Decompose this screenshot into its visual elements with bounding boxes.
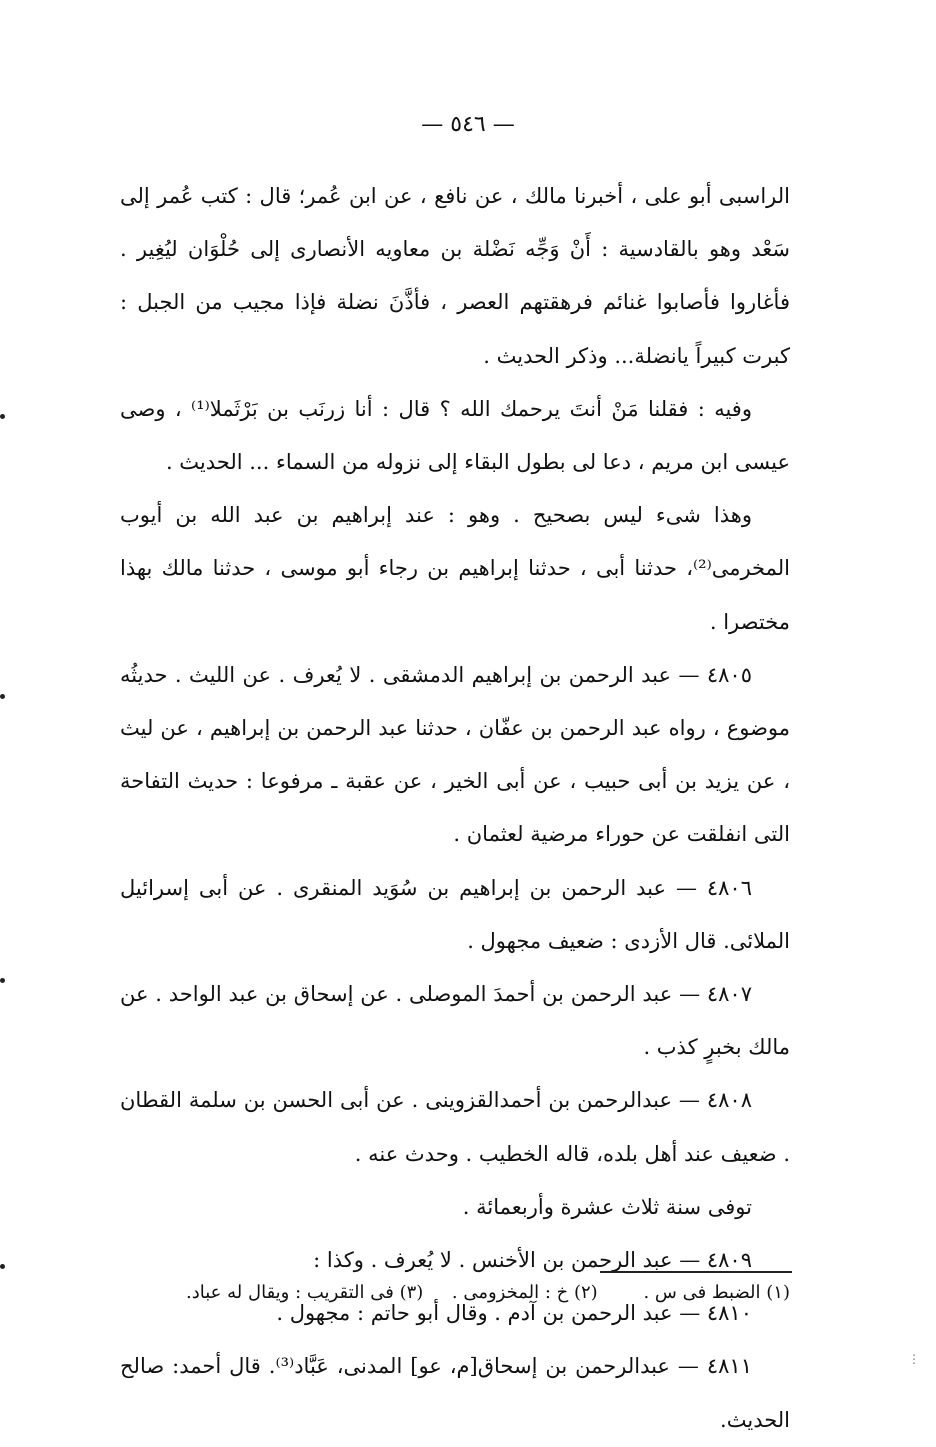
margin-dot-icon <box>0 694 5 699</box>
death-note: توفى سنة ثلاث عشرة وأربعمائة . <box>462 1194 752 1219</box>
footnotes: (١) الضبط فى س . (٢) خ : المخزومى . (٣) فى التقريب : ويقال له عباد. <box>186 1282 790 1303</box>
paragraph-dialogue: وفيه : فقلنا مَنْ أنتَ يرحمك الله ؟ قال : أنا زرنَب بن بَرْثَملا⁽¹⁾ ، وصى عيسى ابن مريم ، دعا لى بطول البقاء إلى نزوله من السماء ... الحديث . <box>120 396 790 475</box>
margin-dot-icon <box>0 978 5 983</box>
entry-4808: ٤٨٠٨ — عبدالرحمن بن أحمدالقزوينى . عن أبى الحسن بن سلمة القطان . ضعيف عند أهل بلده، قاله الخطيب . وحدث عنه . <box>120 1088 790 1166</box>
entry-4811: ٤٨١١ — عبدالرحمن بن إسحاق[م، عو] المدنى، عَبَّاد⁽³⁾. قال أحمد: صالح الحديث. <box>120 1354 790 1432</box>
main-text <box>120 170 790 1447</box>
paragraph-isnad: الراسبى أبو على ، أخبرنا مالك ، عن نافع ، عن ابن عُمر؛ قال : كتب عُمر إلى سَعْد وهو بالقادسية : أَنْ وَجِّه نَضْلة بن معاويه الأنصارى إلى حُلْوَان ليُغِير . فأغاروا فأصابوا غنائم فرهقتهم العصر ، فأذَّنَ نضلة فإذا مجيب من الجبل : كبرت كبيراً يانضلة... وذكر الحديث . <box>120 184 790 368</box>
page-number: — ٥٤٦ — <box>421 112 515 137</box>
entry-4810: ٤٨١٠ — عبد الرحمن بن آدم . وقال أبو حاتم : مجهول . <box>276 1301 752 1326</box>
footnote-divider <box>600 1271 792 1273</box>
margin-dot-icon <box>0 414 5 419</box>
entry-4807: ٤٨٠٧ — عبد الرحمن بن أحمدَ الموصلى . عن إسحاق بن عبد الواحد . عن مالك بخبرٍ كذب . <box>120 982 790 1060</box>
paragraph-judgement: وهذا شىء ليس بصحيح . وهو : عند إبراهيم بن عبد الله بن أيوب المخرمى⁽²⁾، حدثنا أبى ، حدثنا إبراهيم بن رجاء أبو موسى ، حدثنا مالك بهذا مختصرا . <box>120 503 790 634</box>
entry-4806: ٤٨٠٦ — عبد الرحمن بن إبراهيم بن سُوَيد المنقرى . عن أبى إسرائيل الملائى. قال الأزدى : ضعيف مجهول . <box>120 875 790 953</box>
scan-mark-icon: ⋮ <box>908 1352 920 1366</box>
margin-dot-icon <box>0 1264 5 1269</box>
entry-4805: ٤٨٠٥ — عبد الرحمن بن إبراهيم الدمشقى . لا يُعرف . عن الليث . حديثُه موضوع ، رواه عبد الرحمن بن عفّان ، حدثنا عبد الرحمن بن إبراهيم ، عن ليث ، عن يزيد بن أبى حبيب ، عن أبى الخير ، عن عقبة ـ مرفوعا : حديث التفاحة التى انفلقت عن حوراء مرضية لعثمان . <box>120 662 790 847</box>
entry-4809: ٤٨٠٩ — عبد الرحمن بن الأخنس . لا يُعرف . وكذا : <box>313 1248 752 1273</box>
